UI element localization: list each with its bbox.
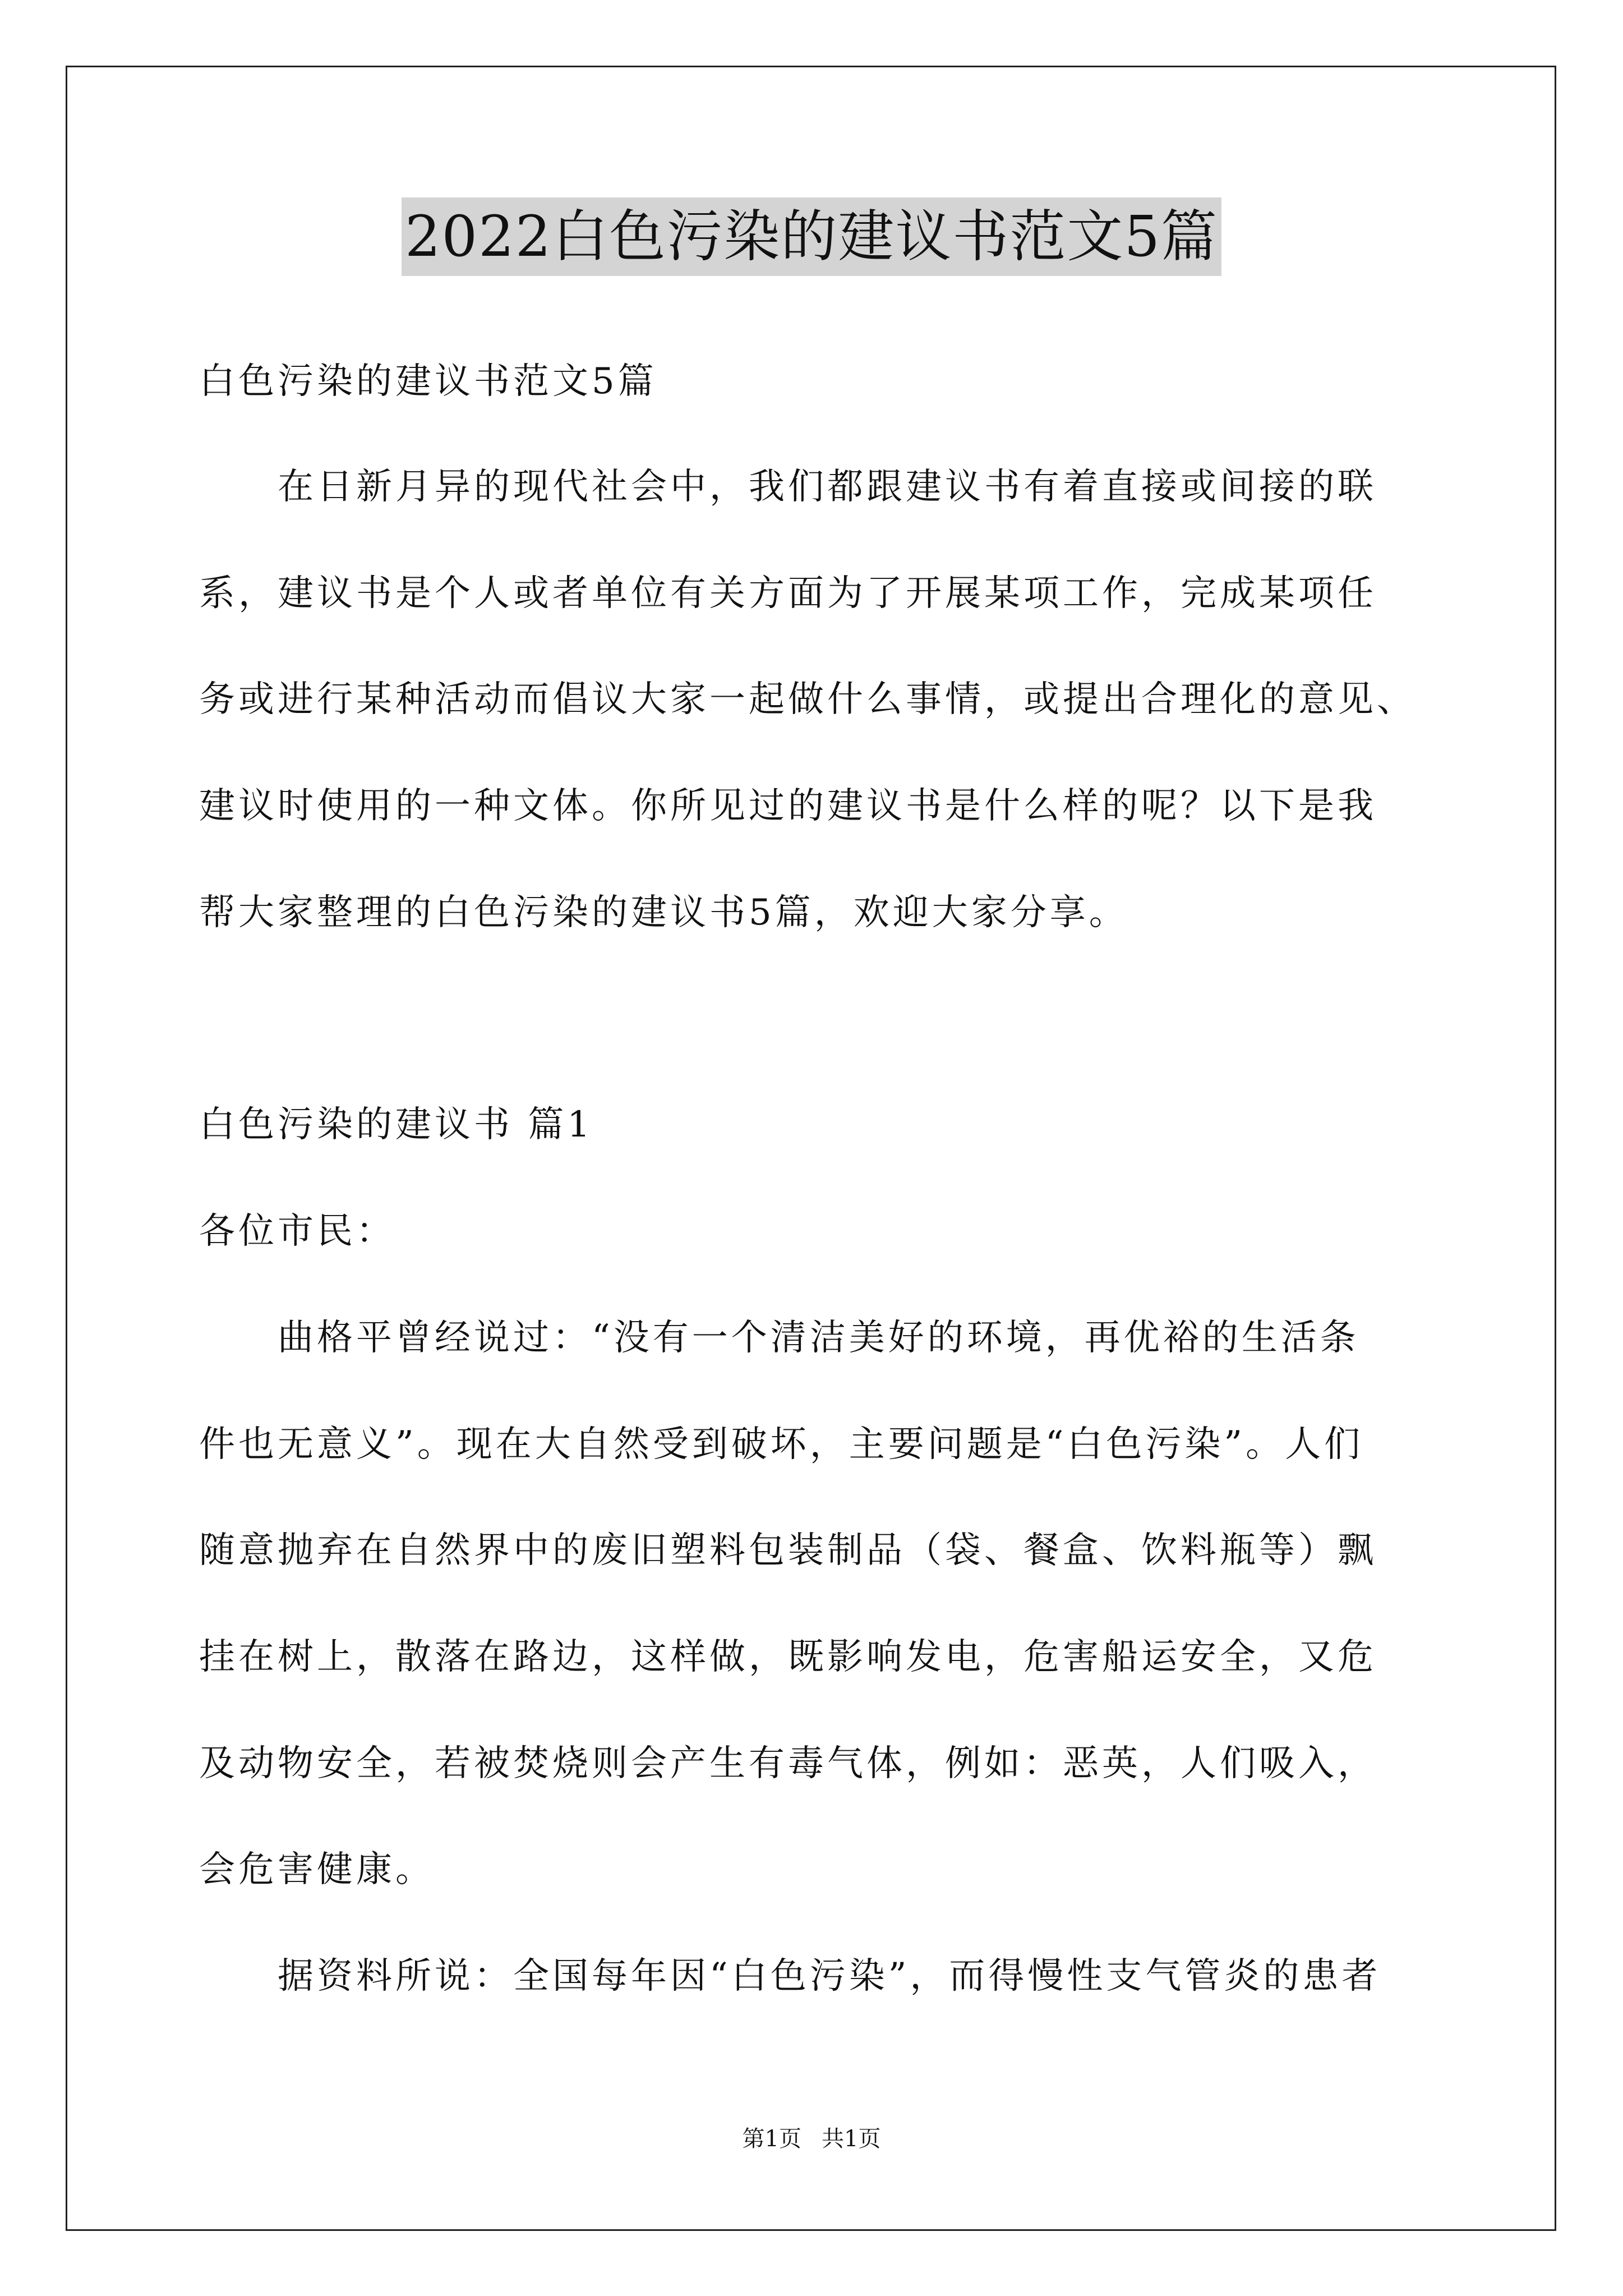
salutation-line: 各位市民：	[199, 1211, 395, 1252]
paragraph-line: 系，建议书是个人或者单位有关方面为了开展某项工作，完成某项任	[199, 573, 1377, 614]
paragraph-line: 建议时使用的一种文体。你所见过的建议书是什么样的呢？以下是我	[199, 785, 1377, 827]
page-number: 第1页	[742, 2126, 801, 2152]
paragraph-line: 帮大家整理的白色污染的建议书5篇，欢迎大家分享。	[199, 892, 1128, 933]
subtitle-line: 白色污染的建议书范文5篇	[199, 361, 657, 402]
paragraph-line: 在日新月异的现代社会中，我们都跟建议书有着直接或间接的联	[199, 466, 1377, 508]
page-total: 共1页	[822, 2126, 881, 2152]
document-title: 2022白色污染的建议书范文5篇	[402, 197, 1221, 276]
page-footer	[0, 2123, 1623, 2155]
paragraph-line: 随意抛弃在自然界中的废旧塑料包装制品（袋、餐盒、饮料瓶等）飘	[199, 1530, 1377, 1571]
section-heading: 白色污染的建议书 篇1	[199, 1104, 594, 1145]
paragraph-line: 曲格平曾经说过：“没有一个清洁美好的环境，再优裕的生活条	[199, 1317, 1359, 1359]
paragraph-line: 据资料所说：全国每年因“白色污染”，而得慢性支气管炎的患者	[199, 1955, 1381, 1997]
paragraph-line: 及动物安全，若被焚烧则会产生有毒气体，例如：恶英，人们吸入，	[199, 1743, 1377, 1784]
paragraph-line: 挂在树上，散落在路边，这样做，既影响发电，危害船运安全，又危	[199, 1636, 1377, 1678]
paragraph-line: 会危害健康。	[199, 1849, 435, 1890]
paragraph-line: 件也无意义”。现在大自然受到破坏，主要问题是“白色污染”。人们	[199, 1424, 1364, 1465]
paragraph-line: 务或进行某种活动而倡议大家一起做什么事情，或提出合理化的意见、	[199, 679, 1416, 720]
title-container	[0, 197, 1623, 276]
